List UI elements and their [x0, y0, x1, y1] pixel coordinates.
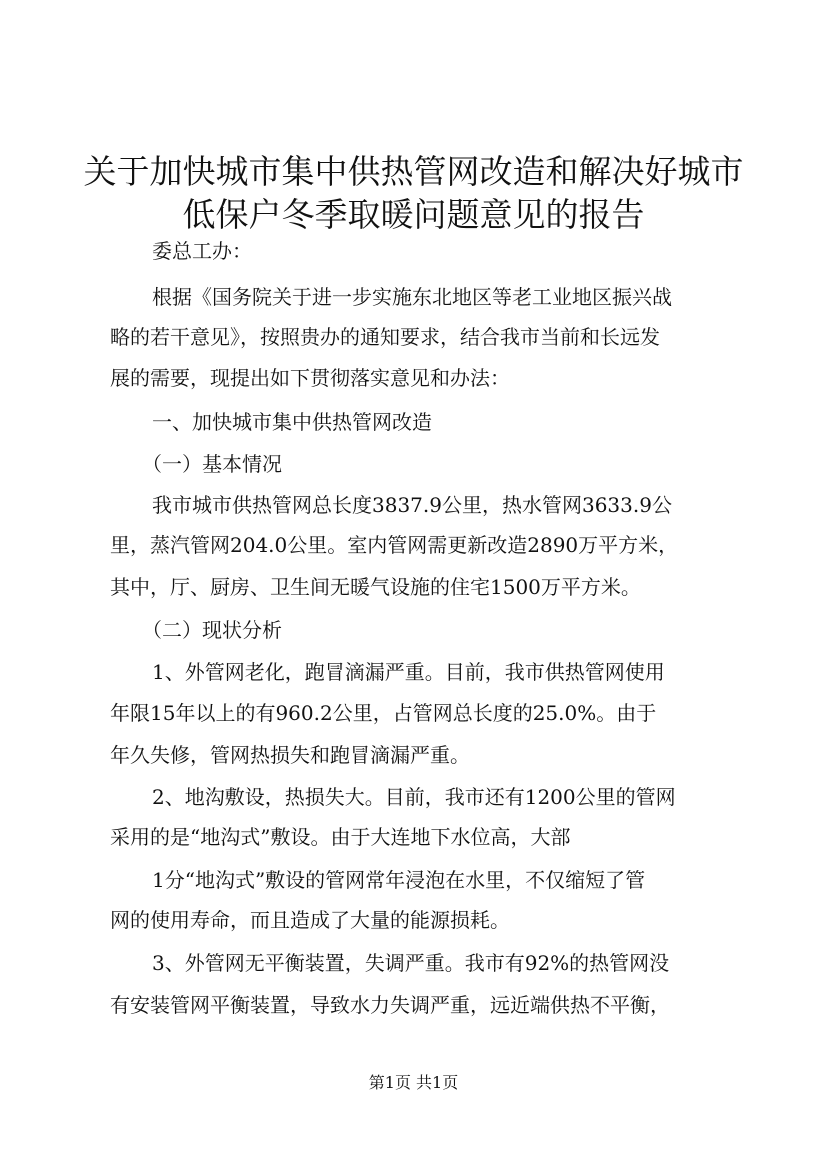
paragraph-line: 年久失修，管网热损失和跑冒滴漏严重。: [110, 743, 470, 767]
document-title-line-2: 低保户冬季取暖问题意见的报告: [182, 195, 645, 234]
subsection-heading: （二）现状分析: [142, 618, 282, 642]
paragraph-line: 展的需要，现提出如下贯彻落实意见和办法：: [110, 366, 510, 390]
document-title-line-1: 关于加快城市集中供热管网改造和解决好城市: [83, 152, 744, 191]
paragraph-line: 年限15年以上的有960.2公里，占管网总长度的25.0%。由于: [110, 701, 657, 725]
paragraph-line: 网的使用寿命，而且造成了大量的能源损耗。: [110, 908, 510, 932]
paragraph-line: 有安装管网平衡装置，导致水力失调严重，远近端供热不平衡，: [110, 993, 670, 1017]
paragraph-line: 其中，厅、厨房、卫生间无暖气设施的住宅1500万平方米。: [110, 575, 641, 599]
paragraph-line: 里，蒸汽管网204.0公里。室内管网需更新改造2890万平方米，: [110, 533, 679, 557]
section-heading: 一、加快城市集中供热管网改造: [152, 410, 432, 434]
paragraph-line: 1、外管网老化，跑冒滴漏严重。目前，我市供热管网使用: [152, 660, 665, 684]
paragraph-line: 采用的是“地沟式”敷设。由于大连地下水位高，大部: [110, 825, 571, 849]
paragraph-line: 3、外管网无平衡装置，失调严重。我市有92%的热管网没: [152, 951, 670, 975]
paragraph-line: 根据《国务院关于进一步实施东北地区等老工业地区振兴战: [152, 285, 672, 309]
salutation: 委总工办：: [152, 239, 252, 263]
paragraph-line: 我市城市供热管网总长度3837.9公里，热水管网3633.9公: [152, 493, 672, 517]
paragraph-line: 1分“地沟式”敷设的管网常年浸泡在水里，不仅缩短了管: [152, 868, 646, 892]
subsection-heading: （一）基本情况: [142, 452, 282, 476]
paragraph-line: 略的若干意见》，按照贵办的通知要求，结合我市当前和长远发: [110, 325, 660, 349]
paragraph-line: 2、地沟敷设，热损失大。目前，我市还有1200公里的管网: [152, 785, 676, 809]
page-number-footer: 第1页 共1页: [368, 1073, 459, 1092]
